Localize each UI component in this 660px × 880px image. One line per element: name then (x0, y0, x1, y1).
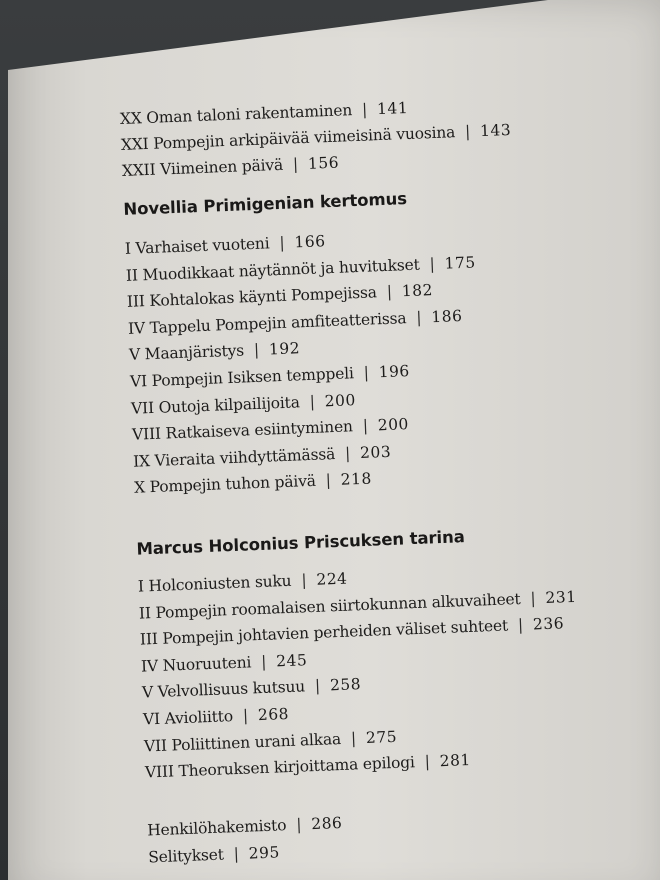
toc-entry (133, 443, 392, 471)
entry-separator: | (260, 652, 267, 671)
toc-entry (144, 727, 398, 755)
toc-entry (121, 121, 512, 154)
entry-separator: | (464, 122, 471, 141)
entry-title: IX Vieraita viihdyttämässä (132, 444, 336, 471)
entry-page-number: 196 (378, 362, 411, 382)
entry-separator: | (314, 677, 321, 696)
toc-entry (147, 814, 343, 839)
entry-page-number: 275 (365, 727, 398, 747)
entry-title: II Pompejin roomalaisen siirtokunnan alkuvaiheet (138, 589, 521, 623)
toc-entry (138, 570, 348, 596)
entry-title: Henkilöhakemisto (146, 816, 287, 840)
entry-title: XXI Pompejin arkipäivää viimeisinä vuosina (120, 123, 456, 154)
entry-page-number: 231 (545, 587, 577, 607)
entry-separator: | (386, 282, 393, 302)
entry-separator: | (242, 706, 249, 725)
toc-entry (132, 415, 409, 444)
entry-separator: | (295, 815, 302, 834)
entry-title: VI Avioliitto (142, 707, 234, 729)
entry-title: X Pompejin tuhon päivä (133, 472, 317, 498)
entry-separator: | (530, 589, 536, 608)
entry-page-number: 218 (340, 469, 373, 490)
entry-title: II Muodikkaat näytännöt ja huvitukset (125, 255, 420, 285)
entry-separator: | (361, 100, 368, 119)
entry-separator: | (301, 571, 307, 590)
entry-separator: | (363, 363, 370, 382)
entry-title: XXII Viimeinen päivä (121, 155, 284, 180)
entry-title: VI Pompejin Isiksen temppeli (129, 364, 354, 391)
entry-separator: | (362, 416, 369, 436)
entry-separator: | (415, 308, 422, 327)
entry-title: IV Nuoruuteni (140, 653, 252, 676)
toc-entry (127, 281, 434, 311)
entry-page-number: 192 (268, 339, 301, 359)
entry-title: VIII Ratkaiseva esiintyminen (131, 417, 354, 444)
entry-title: VII Poliittinen urani alkaa (143, 729, 342, 756)
toc-entry (129, 340, 301, 365)
section-heading: Novellia Primigenian kertomus (123, 189, 408, 219)
toc-entry (125, 232, 326, 258)
toc-entry (120, 99, 409, 128)
toc-entry (130, 362, 410, 391)
toc-entry (122, 154, 340, 180)
toc-entry (141, 651, 308, 675)
entry-page-number: 245 (275, 651, 308, 671)
toc-entry (145, 751, 471, 781)
entry-separator: | (517, 616, 524, 635)
entry-page-number: 268 (257, 704, 290, 725)
entry-separator: | (309, 392, 316, 411)
entry-title: I Holconiusten suku (137, 571, 292, 596)
entry-page-number: 224 (316, 569, 348, 589)
entry-page-number: 156 (307, 153, 340, 173)
entry-separator: | (424, 752, 431, 771)
entry-page-number: 143 (479, 120, 512, 141)
entry-title: V Velvollisuus kutsuu (141, 677, 306, 702)
entry-page-number: 281 (439, 751, 472, 771)
entry-page-number: 141 (376, 98, 409, 119)
toc-entry (128, 307, 463, 338)
entry-page-number: 236 (532, 614, 565, 634)
entry-title: XX Oman taloni rakentaminen (119, 101, 353, 128)
entry-page-number: 182 (401, 281, 434, 301)
entry-separator: | (279, 233, 285, 252)
entry-separator: | (429, 254, 435, 273)
entry-title: VIII Theoruksen kirjoittama epilogi (144, 753, 416, 782)
entry-page-number: 203 (359, 442, 392, 462)
entry-separator: | (350, 728, 357, 748)
toc-entry (134, 470, 372, 497)
entry-title: V Maanjäristys (128, 341, 245, 365)
toc-entry (126, 253, 476, 284)
toc-entry (131, 391, 356, 418)
entry-separator: | (233, 844, 240, 864)
entry-page-number: 166 (294, 232, 326, 252)
entry-page-number: 186 (431, 306, 463, 326)
entry-separator: | (292, 155, 299, 174)
entry-page-number: 286 (310, 813, 343, 834)
entry-title: VII Outoja kilpailijoita (130, 392, 301, 418)
entry-page-number: 258 (329, 675, 362, 695)
entry-separator: | (325, 471, 332, 490)
entry-page-number: 200 (377, 415, 410, 435)
entry-title: Selitykset (147, 845, 225, 867)
section-heading: Marcus Holconius Priscuksen tarina (136, 527, 466, 559)
entry-page-number: 200 (324, 390, 357, 410)
toc-entry (142, 676, 362, 702)
entry-title: III Pompejin johtavien perheiden väliset suhteet (139, 616, 509, 649)
entry-title: IV Tappelu Pompejin amfiteatterissa (127, 308, 407, 338)
entry-title: I Varhaiset vuoteni (124, 234, 270, 258)
toc-entry (143, 705, 290, 729)
toc-entry (148, 843, 280, 866)
entry-separator: | (253, 341, 260, 360)
entry-page-number: 175 (444, 253, 476, 273)
entry-page-number: 295 (248, 843, 281, 863)
entry-title: III Kohtalokas käynti Pompejissa (126, 283, 378, 312)
entry-separator: | (344, 444, 351, 463)
